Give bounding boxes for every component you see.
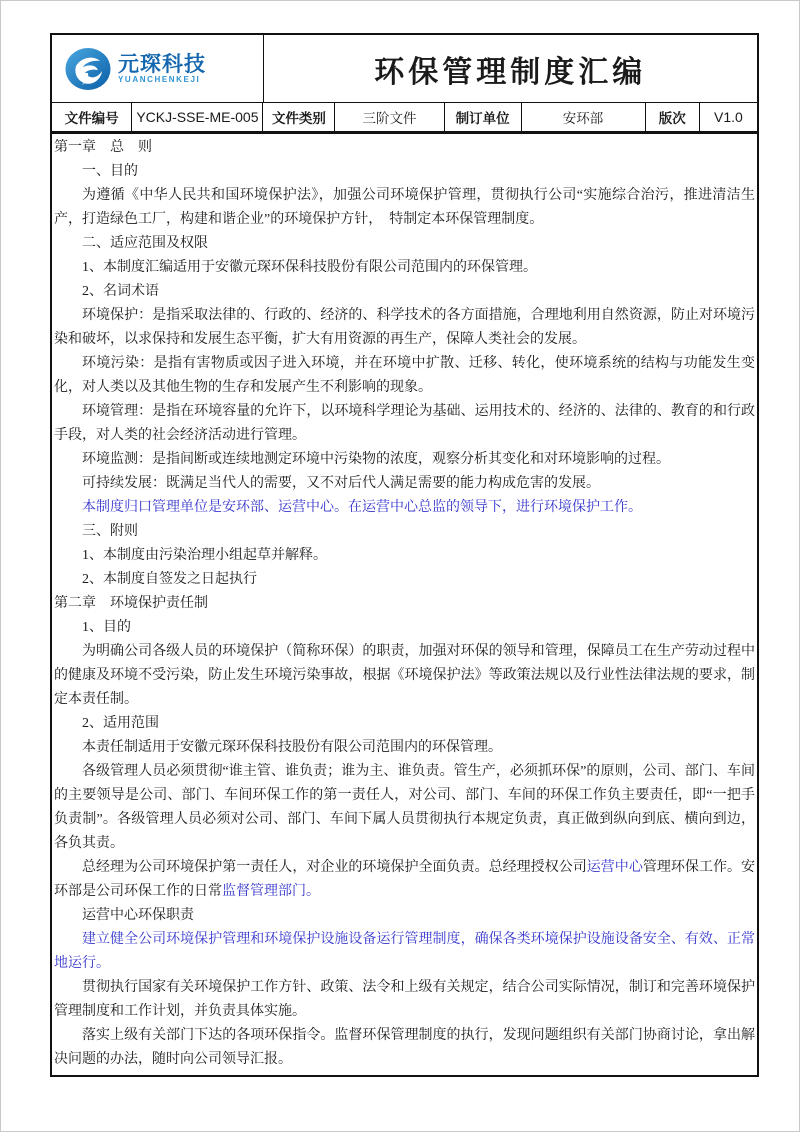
paragraph-item: 2、本制度自签发之日起执行 [82,572,257,587]
paragraph-para: 本制度归口管理单位是安环部、运营中心。在运营中心总监的领导下，进行环境保护工作。 [82,500,642,515]
paragraph-para: 本责任制适用于安徽元琛环保科技股份有限公司范围内的环保管理。 [82,740,502,755]
company-name: 元琛科技 [118,52,206,76]
text-segment: 总经理为公司环境保护第一责任人，对企业的环境保护全面负责。总经理授权公司 [82,860,587,875]
paragraph-para: 为明确公司各级人员的环境保护（简称环保）的职责，加强对环保的领导和管理，保障员工在生产劳动过程中的健康及环境不受污染，防止发生环境污染事故，根据《环境保护法》等政策法规以及行业性法律法规的要求，制定本责任制。 [54,644,755,707]
meta-label: 文件编号 [52,103,132,131]
meta-value: 安环部 [522,103,646,131]
document-meta-row [52,103,757,134]
paragraph-para: 为遵循《中华人民共和国环境保护法》，加强公司环境保护管理，贯彻执行公司“实施综合治污，推进清洁生产，打造绿色工厂，构建和谐企业”的环境保护方针， 特制定本环保管理制度。 [54,188,755,227]
paragraph-para: 环境保护：是指采取法律的、行政的、经济的、科学技术的各方面措施，合理地利用自然资源，防止对环境污染和破坏，以求保持和发展生态平衡，扩大有用资源的再生产，保障人类社会的发展。 [54,308,755,347]
paragraph-para: 运营中心环保职责 [82,908,194,923]
meta-label: 文件类别 [263,103,335,131]
company-name-latin: YUANCHENKEJI [118,74,201,84]
paragraph-para: 各级管理人员必须贯彻“谁主管、谁负责；谁为主、谁负责。管生产，必须抓环保”的原则，公司、部门、车间的主要领导是公司、部门、车间环保工作的第一责任人，对公司、部门、车间的环保工作负主要责任，即“一把手负责制”。各级管理人员必须对公司、部门、车间下属人员贯彻执行本规定负责，真正做到纵向到底、横向到边，各负其责。 [54,764,755,851]
paragraph-para: 环境管理：是指在环境容量的允许下，以环境科学理论为基础、运用技术的、经济的、法律的、教育的和行政手段，对人类的社会经济活动进行管理。 [54,404,755,443]
paragraph-item: 二、适应范围及权限 [82,236,208,251]
meta-label: 制订单位 [445,103,522,131]
paragraph-item: 2、名词术语 [82,284,159,299]
document-frame [50,33,759,1077]
paragraph-para: 环境污染：是指有害物质或因子进入环境，并在环境中扩散、迁移、转化，使环境系统的结构与功能发生变化，对人类以及其他生物的生存和发展产生不利影响的现象。 [54,356,755,395]
paragraph-item: 1、本制度汇编适用于安徽元琛环保科技股份有限公司范围内的环保管理。 [82,260,537,275]
yuanchen-logo-icon [65,47,111,91]
company-logo [52,35,264,102]
meta-value: 三阶文件 [335,103,444,131]
meta-value: V1.0 [714,109,743,125]
document-body [52,134,757,1075]
paragraph-para: 落实上级有关部门下达的各项环保指令。监督环保管理制度的执行，发现问题组织有关部门协商讨论，拿出解决问题的办法，随时向公司领导汇报。 [54,1028,755,1067]
paragraph-item: 1、本制度由污染治理小组起草并解释。 [82,548,327,563]
paragraph-para: 环境监测：是指间断或连续地测定环境中污染物的浓度，观察分析其变化和对环境影响的过程。 [82,452,670,467]
logo-text [118,54,206,84]
paragraph-chapter: 第二章 环境保护责任制 [54,596,208,611]
document-header [52,35,757,103]
meta-value: YCKJ-SSE-ME-005 [132,103,263,131]
paragraph-para [54,856,755,904]
paragraph-item: 2、适用范围 [82,716,159,731]
paragraph-chapter: 第一章 总 则 [54,140,152,155]
paragraph-para: 建立健全公司环境保护管理和环境保护设施设备运行管理制度，确保各类环境保护设施设备安全、有效、正常地运行。 [54,932,755,971]
paragraph-item: 一、目的 [82,164,138,179]
paragraph-item: 三、附则 [82,524,138,539]
paragraph-item: 1、目的 [82,620,131,635]
highlighted-text: 监督管理部门。 [222,884,320,899]
text-segment: 管理环保工作。安环部是公司环保工作的日常 [54,860,756,899]
page-title: 环保管理制度汇编 [374,55,647,89]
meta-label: 版次 [646,103,700,131]
paragraph-para: 贯彻执行国家有关环境保护工作方针、政策、法令和上级有关规定，结合公司实际情况，制订和完善环境保护管理制度和工作计划，并负责具体实施。 [54,980,755,1019]
highlighted-text: 运营中心 [586,860,643,875]
paragraph-para: 可持续发展：既满足当代人的需要，又不对后代人满足需要的能力构成危害的发展。 [82,476,600,491]
